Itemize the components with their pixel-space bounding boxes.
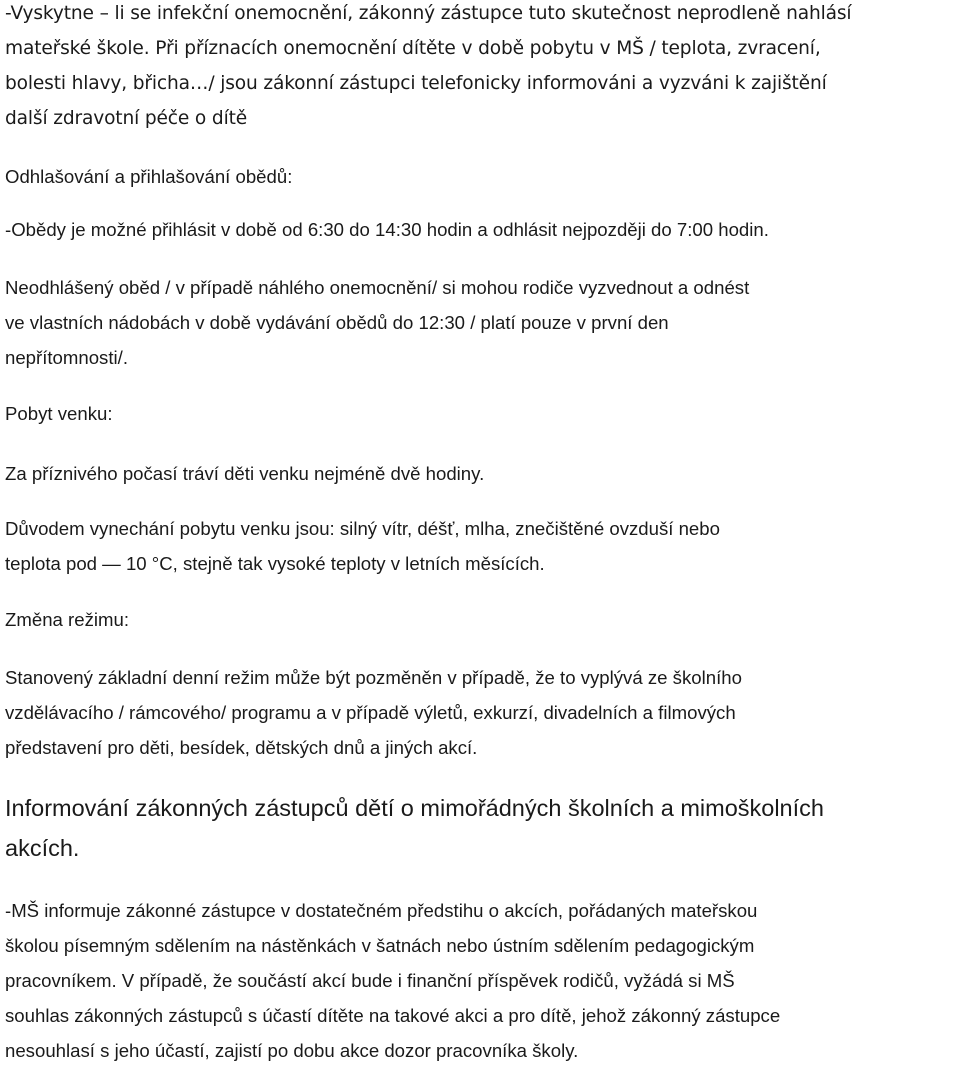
inform-paragraph (5, 893, 955, 1068)
text-line: -Vyskytne – li se infekční onemocnění, zákonný zástupce tuto skutečnost neprodleně nahlásí (5, 3, 852, 24)
text-line: vzdělávacího / rámcového/ programu a v případě výletů, exkurzí, divadelních a filmových (5, 702, 736, 723)
text-line: ve vlastních nádobách v době vydávání obědů do 12:30 / platí pouze v první den (5, 312, 669, 333)
text-line: -MŠ informuje zákonné zástupce v dostatečném předstihu o akcích, pořádaných mateřskou (5, 900, 758, 921)
text-line: další zdravotní péče o dítě (5, 108, 248, 129)
text-line: Důvodem vynechání pobytu venku jsou: silný vítr, déšť, mlha, znečištěné ovzduší nebo (5, 518, 720, 539)
regime-heading: Změna režimu: (5, 609, 129, 630)
title-line: Informování zákonných zástupců dětí o mimořádných školních a mimoškolních (5, 795, 824, 821)
meals-heading: Odhlašování a přihlašování obědů: (5, 166, 293, 187)
text-line: bolesti hlavy, břicha…/ jsou zákonní zástupci telefonicky informováni a vyzváni k zajištění (5, 73, 827, 94)
meals-text: -Obědy je možné přihlásit v době od 6:30 do 14:30 hodin a odhlásit nejpozději do 7:00 hodin. (5, 219, 769, 240)
text-line: nesouhlasí s jeho účastí, zajistí po dobu akce dozor pracovníka školy. (5, 1040, 579, 1061)
text-line: Stanovený základní denní režim může být pozměněn v případě, že to vyplývá ze školního (5, 667, 742, 688)
text-line: teplota pod — 10 °C, stejně tak vysoké teploty v letních měsících. (5, 553, 545, 574)
title-line: akcích. (5, 835, 80, 861)
text-line: představení pro děti, besídek, dětských dnů a jiných akcí. (5, 737, 478, 758)
illness-paragraph (5, 0, 955, 136)
text-line: nepřítomnosti/. (5, 347, 128, 368)
text-line: Neodhlášený oběd / v případě náhlého onemocnění/ si mohou rodiče vyzvednout a odnést (5, 277, 750, 298)
outdoor-text: Za příznivého počasí tráví děti venku nejméně dvě hodiny. (5, 463, 485, 484)
unclaimed-meal-paragraph (5, 270, 955, 375)
text-line: školou písemným sdělením na nástěnkách v šatnách nebo ústním sdělením pedagogickým (5, 935, 755, 956)
regime-paragraph (5, 660, 955, 765)
outdoor-reasons-paragraph (5, 511, 955, 581)
text-line: mateřské škole. Při příznacích onemocnění dítěte v době pobytu v MŠ / teplota, zvracení, (5, 38, 821, 59)
text-line: souhlas zákonných zástupců s účastí dítěte na takové akci a pro dítě, jehož zákonný zástupce (5, 1005, 781, 1026)
section-title (5, 788, 955, 868)
outdoor-heading: Pobyt venku: (5, 403, 113, 424)
text-line: pracovníkem. V případě, že součástí akcí bude i finanční příspěvek rodičů, vyžádá si MŠ (5, 970, 735, 991)
